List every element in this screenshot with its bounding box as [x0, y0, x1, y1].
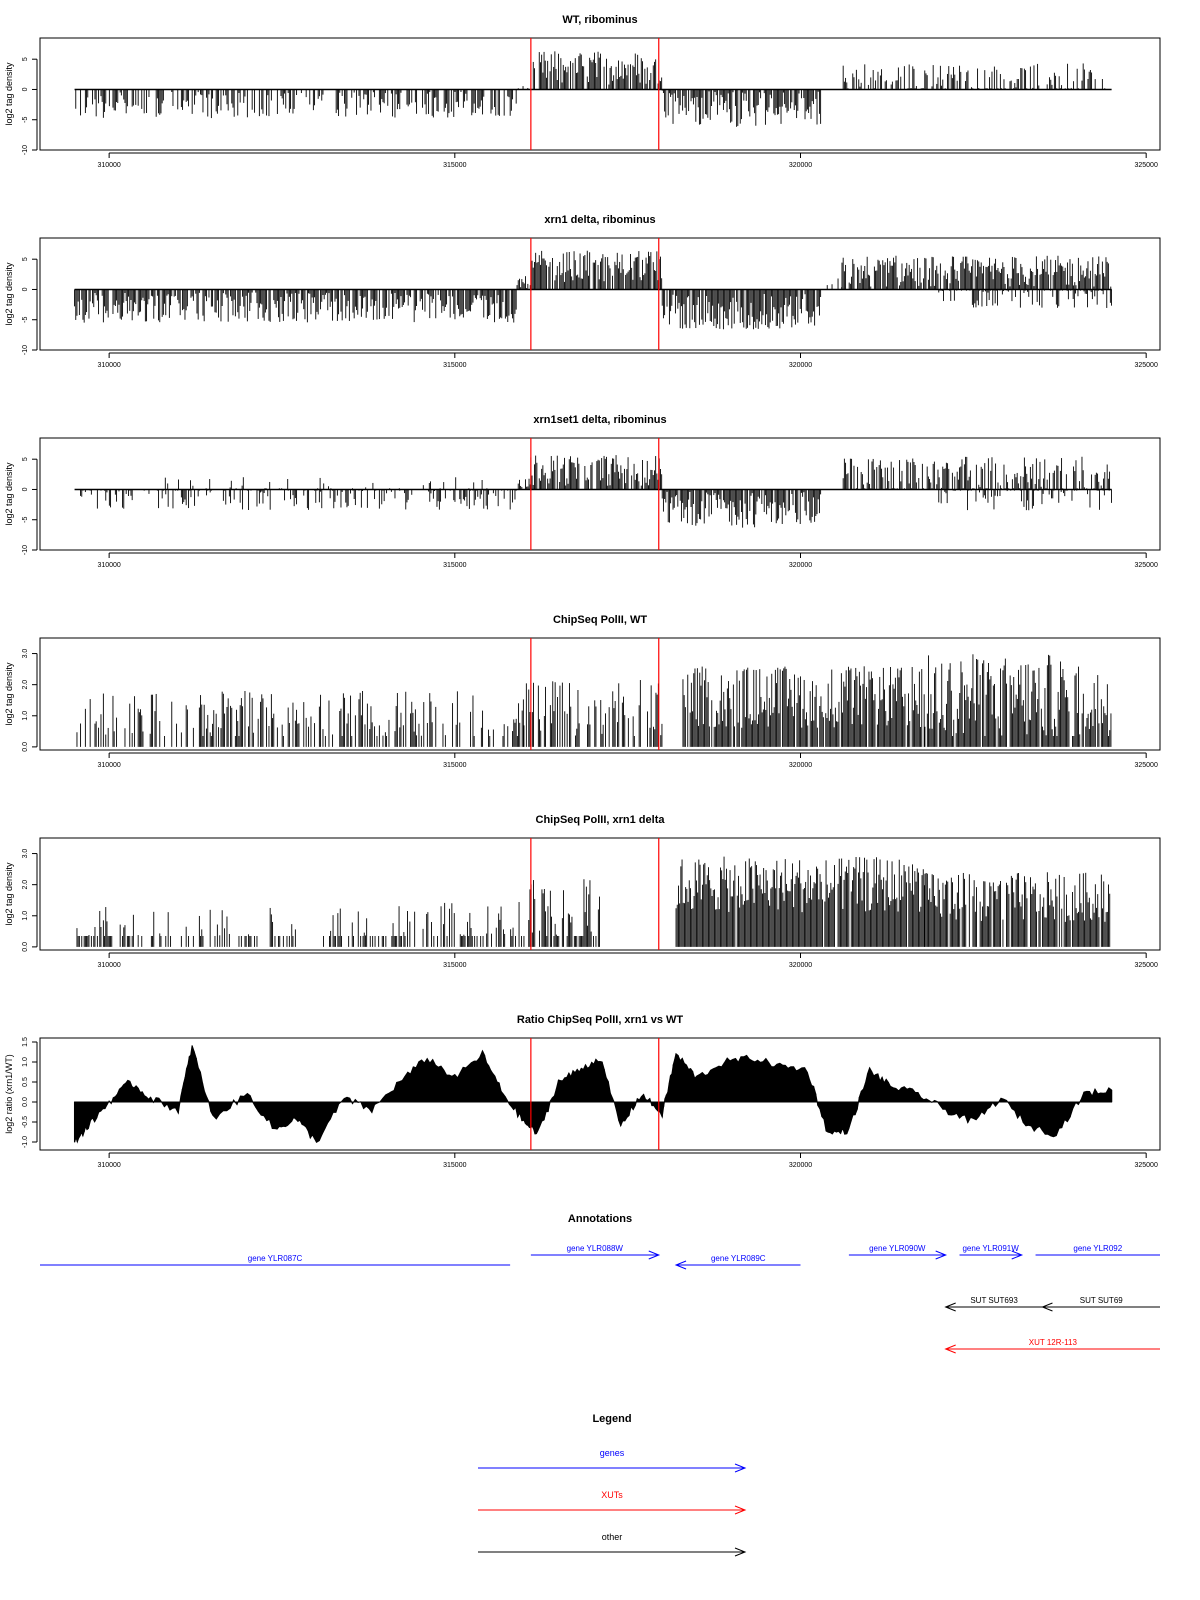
feature-label: gene YLR087C	[247, 1254, 303, 1263]
x-tick-label: 315000	[443, 162, 467, 169]
y-tick-label: 3.0	[22, 848, 29, 859]
chart-title: WT, ribominus	[562, 14, 638, 26]
y-tick-label: 2.0	[22, 679, 29, 690]
x-tick-label: 325000	[1134, 962, 1158, 969]
y-tick-label: -10	[22, 544, 29, 556]
x-tick-label: 310000	[97, 362, 121, 369]
x-tick-label: 320000	[788, 562, 813, 569]
annotation-feature	[1042, 1296, 1160, 1311]
y-tick-label: -10	[22, 144, 29, 156]
y-tick-label: 1.0	[22, 910, 29, 921]
y-tick-label: 1.5	[22, 1037, 29, 1047]
y-tick-label: 0.0	[22, 742, 29, 752]
y-tick-label: -5	[22, 116, 29, 123]
feature-label: gene YLR090W	[869, 1244, 926, 1253]
annotations-title: Annotations	[567, 1213, 633, 1225]
y-tick-label: -0.5	[22, 1115, 29, 1129]
y-tick-label: 0	[22, 87, 29, 92]
annotation-feature	[676, 1254, 800, 1269]
y-tick-label: 1.0	[22, 710, 29, 721]
chart-title: ChipSeq PolII, xrn1 delta	[535, 814, 665, 826]
y-tick-label: 5	[22, 57, 29, 62]
x-tick-label: 325000	[1134, 762, 1158, 769]
feature-label: XUT 12R-113	[1028, 1338, 1077, 1347]
chart-title: Ratio ChipSeq PolII, xrn1 vs WT	[516, 1014, 684, 1026]
x-tick-label: 320000	[788, 962, 813, 969]
x-tick-label: 310000	[97, 162, 121, 169]
legend-panel	[478, 1413, 745, 1556]
x-tick-label: 325000	[1134, 162, 1158, 169]
panel-p4	[4, 614, 1160, 769]
y-tick-label: 1.0	[22, 1057, 29, 1067]
x-tick-label: 325000	[1134, 1162, 1158, 1169]
feature-label: gene YLR088W	[566, 1244, 623, 1253]
bar-series	[77, 857, 1110, 947]
x-tick-label: 315000	[443, 362, 467, 369]
y-tick-label: -10	[22, 344, 29, 356]
y-tick-label: -5	[22, 316, 29, 323]
x-tick-label: 320000	[788, 762, 813, 769]
panel-p5	[4, 814, 1160, 969]
x-tick-label: 310000	[97, 762, 121, 769]
y-tick-label: 0.0	[22, 1097, 29, 1107]
legend-label: other	[601, 1532, 623, 1542]
bar-series	[81, 455, 1112, 528]
y-tick-label: -1.0	[22, 1135, 29, 1149]
feature-label: gene YLR091W	[962, 1244, 1019, 1253]
annotation-feature	[946, 1338, 1160, 1353]
bar-series	[77, 654, 1111, 747]
chart-title: ChipSeq PolII, WT	[552, 614, 648, 626]
y-axis-label: log2 tag density	[4, 862, 14, 926]
x-tick-label: 315000	[443, 762, 467, 769]
legend-label: genes	[599, 1448, 625, 1458]
panel-p6	[4, 1014, 1160, 1169]
ratio-area	[75, 1046, 1112, 1143]
x-tick-label: 320000	[788, 162, 813, 169]
y-tick-label: 0.5	[22, 1077, 29, 1087]
annotation-feature	[531, 1244, 659, 1259]
annotation-feature	[40, 1254, 510, 1265]
y-tick-label: 0	[22, 287, 29, 292]
y-tick-label: 0.0	[22, 942, 29, 952]
panel-p2	[4, 214, 1160, 369]
y-axis-label: log2 tag density	[4, 662, 14, 726]
y-tick-label: 0	[22, 487, 29, 492]
x-tick-label: 310000	[97, 562, 121, 569]
legend-label: XUTs	[601, 1490, 623, 1500]
annotation-feature	[946, 1296, 1043, 1311]
x-tick-label: 310000	[97, 1162, 121, 1169]
annotation-feature	[960, 1244, 1022, 1259]
y-axis-label: log2 tag density	[4, 462, 14, 526]
x-tick-label: 315000	[443, 962, 467, 969]
annotation-feature	[849, 1244, 946, 1259]
y-tick-label: 3.0	[22, 648, 29, 659]
feature-label: SUT SUT69	[1079, 1296, 1123, 1305]
feature-label: gene YLR089C	[710, 1254, 766, 1263]
y-tick-label: 5	[22, 457, 29, 462]
panel-p3	[4, 414, 1160, 569]
ratio-series	[75, 1045, 1112, 1142]
plot-frame	[40, 238, 1160, 350]
y-tick-label: 2.0	[22, 879, 29, 890]
annotation-feature	[1036, 1244, 1160, 1255]
x-tick-label: 320000	[788, 1162, 813, 1169]
feature-label: SUT SUT693	[970, 1296, 1018, 1305]
x-tick-label: 320000	[788, 362, 813, 369]
y-tick-label: 5	[22, 257, 29, 262]
panel-p1	[4, 14, 1160, 169]
chart-title: xrn1set1 delta, ribominus	[533, 414, 667, 426]
y-axis-label: log2 tag density	[4, 262, 14, 326]
legend-title: Legend	[592, 1413, 632, 1425]
x-tick-label: 315000	[443, 1162, 467, 1169]
feature-label: gene YLR092	[1073, 1244, 1123, 1253]
y-tick-label: -5	[22, 516, 29, 523]
annotations-panel	[40, 1213, 1160, 1353]
y-axis-label: log2 tag density	[4, 62, 14, 126]
y-axis-label: log2 ratio (xrn1/WT)	[4, 1054, 14, 1134]
x-tick-label: 325000	[1134, 562, 1158, 569]
chart-title: xrn1 delta, ribominus	[544, 214, 656, 226]
x-tick-label: 315000	[443, 562, 467, 569]
x-tick-label: 310000	[97, 962, 121, 969]
x-tick-label: 325000	[1134, 362, 1158, 369]
